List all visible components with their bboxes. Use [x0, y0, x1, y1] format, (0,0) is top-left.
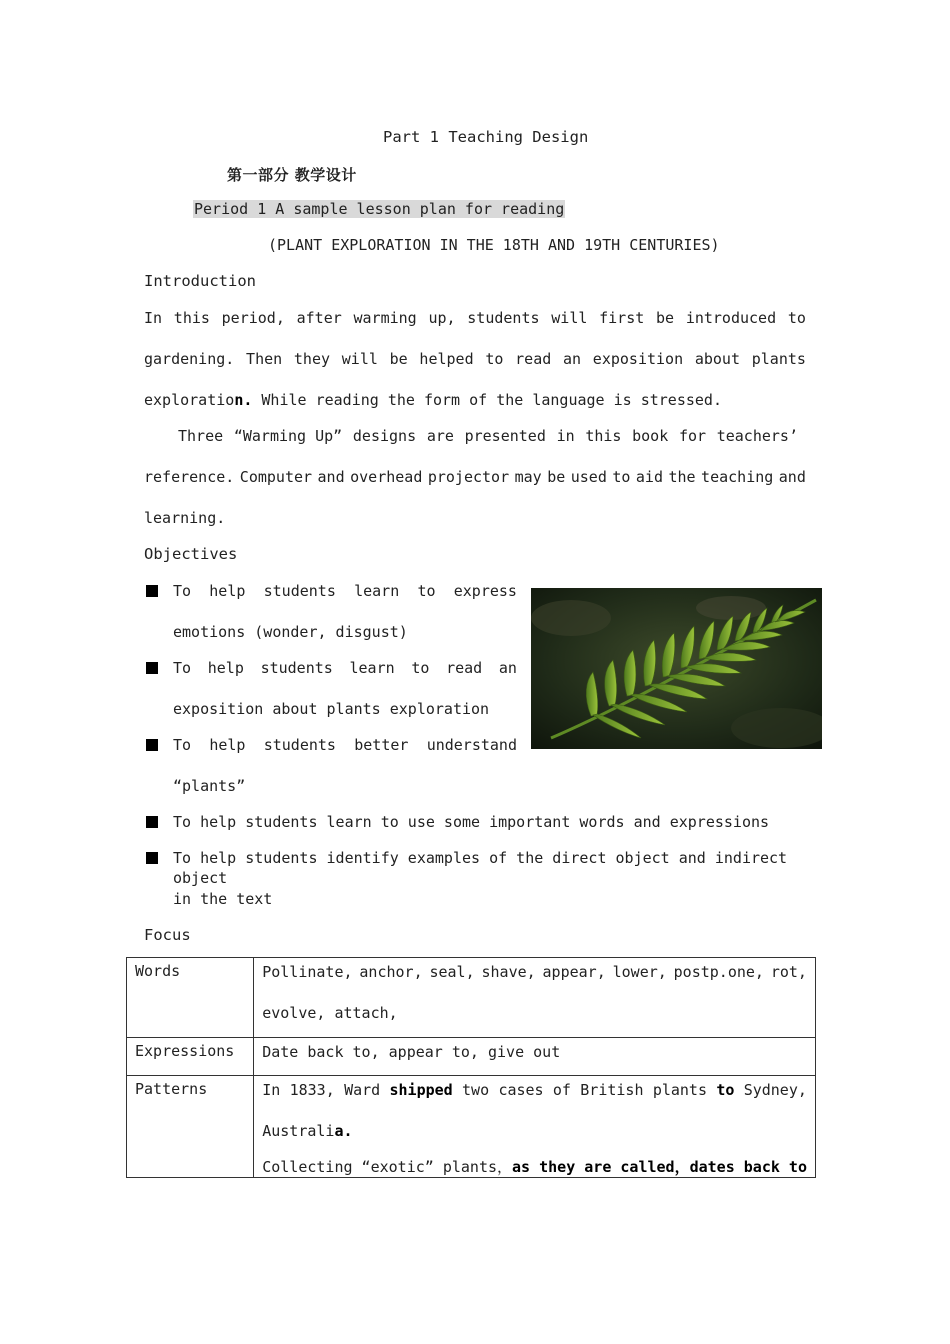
- text-line: in the text: [173, 890, 273, 908]
- bullet-square-icon: [146, 585, 158, 597]
- word: lower,: [612, 963, 667, 981]
- word: express: [453, 582, 517, 600]
- text-line: [144, 349, 806, 390]
- bold-text-segment: as they are called，dates back to: [512, 1158, 807, 1176]
- objectives-heading: Objectives: [144, 545, 238, 563]
- word: helped: [419, 350, 474, 368]
- word: be: [656, 309, 675, 327]
- text-segment: Collecting “exotic” plants，: [262, 1158, 513, 1176]
- word: designs: [352, 427, 417, 445]
- word: help: [209, 582, 246, 600]
- text-line: Date back to, appear to, give out: [262, 1043, 561, 1061]
- table-row: [127, 1038, 816, 1076]
- text-segment: While reading the form of the language is stressed.: [252, 391, 722, 409]
- word: to: [411, 659, 430, 677]
- word: and: [778, 468, 806, 486]
- text-line: exposition about plants exploration: [173, 700, 490, 718]
- text-line: [178, 426, 798, 467]
- word: two: [462, 1081, 490, 1099]
- word: presented: [464, 427, 546, 445]
- text-line: [262, 1157, 807, 1177]
- word: will: [341, 350, 378, 368]
- word: plants: [652, 1081, 707, 1099]
- text-line: [173, 581, 517, 622]
- word: Computer: [239, 468, 313, 486]
- table-cell-label: Words: [127, 958, 254, 1038]
- word: rot,: [770, 963, 807, 981]
- word: this: [173, 309, 210, 327]
- bold-text-segment: n.: [234, 391, 253, 409]
- word: and: [317, 468, 345, 486]
- word: about: [694, 350, 740, 368]
- word: students: [263, 582, 336, 600]
- word: may: [514, 468, 542, 486]
- word: the: [668, 468, 696, 486]
- word: To: [173, 736, 192, 754]
- lesson-subtitle: (PLANT EXPLORATION IN THE 18TH AND 19TH CENTURIES): [268, 236, 720, 254]
- bold-word: to: [716, 1081, 735, 1099]
- word: book: [632, 427, 669, 445]
- word: cases: [498, 1081, 544, 1099]
- table-cell-label: Expressions: [127, 1038, 254, 1076]
- text-line: [144, 467, 806, 508]
- word: shave,: [481, 963, 536, 981]
- text-line: [173, 658, 517, 699]
- word: help: [209, 736, 246, 754]
- word: an: [498, 659, 517, 677]
- word: of: [552, 1081, 571, 1099]
- word: learn: [354, 582, 400, 600]
- objectives-list-left: [144, 581, 517, 812]
- word: understand: [426, 736, 517, 754]
- word: Then: [246, 350, 283, 368]
- word: aid: [635, 468, 663, 486]
- word: British: [580, 1081, 644, 1099]
- bold-text-segment: a.: [334, 1122, 353, 1140]
- word: are: [426, 427, 454, 445]
- list-item: [144, 735, 517, 812]
- table-cell-label: Patterns: [127, 1076, 254, 1178]
- page-title-chinese: 第一部分 教学设计: [227, 166, 357, 184]
- word: an: [563, 350, 582, 368]
- word: used: [570, 468, 607, 486]
- word: Pollinate,: [262, 963, 353, 981]
- word: to: [612, 468, 631, 486]
- word: gardening.: [144, 350, 235, 368]
- word: To: [173, 582, 192, 600]
- text-line: [262, 962, 807, 1003]
- word: “Warming Up”: [233, 427, 343, 445]
- introduction-paragraph-1: [144, 308, 806, 426]
- text-segment: exploratio: [144, 391, 235, 409]
- text-line: [144, 390, 806, 426]
- list-item: [144, 848, 824, 909]
- page-title: Part 1 Teaching Design: [383, 128, 589, 146]
- list-item-text: To help students learn to use some important words and expressions: [173, 813, 770, 831]
- word: teaching: [701, 468, 774, 486]
- focus-heading: Focus: [144, 926, 191, 944]
- word: reference.: [144, 468, 235, 486]
- text-line: [262, 1080, 807, 1121]
- word: they: [293, 350, 331, 368]
- word: will: [551, 309, 588, 327]
- word: appear,: [542, 963, 606, 981]
- word: In: [144, 309, 163, 327]
- word: be: [547, 468, 566, 486]
- text-line: [262, 1121, 807, 1157]
- word: students: [467, 309, 540, 327]
- word: after: [296, 309, 342, 327]
- table-cell-value: [254, 1076, 816, 1178]
- objectives-list-full: [144, 812, 824, 909]
- word: this: [585, 427, 622, 445]
- bullet-square-icon: [146, 816, 158, 828]
- focus-table: [126, 957, 816, 1178]
- word: to: [417, 582, 436, 600]
- bullet-square-icon: [146, 662, 158, 674]
- word: teachers’: [716, 427, 798, 445]
- text-segment: Australi: [262, 1122, 335, 1140]
- word: to: [485, 350, 504, 368]
- word: plants: [751, 350, 806, 368]
- word: overhead: [350, 468, 423, 486]
- text-line: [173, 735, 517, 776]
- word: learn: [349, 659, 395, 677]
- table-cell-value: [254, 1038, 816, 1076]
- word: 1833,: [289, 1081, 335, 1099]
- list-item: [144, 658, 517, 735]
- bullet-square-icon: [146, 739, 158, 751]
- word: exposition: [592, 350, 684, 368]
- introduction-heading: Introduction: [144, 272, 256, 290]
- word: to: [787, 309, 806, 327]
- word: period,: [221, 309, 285, 327]
- table-cell-value: [254, 958, 816, 1038]
- list-item: [144, 812, 824, 848]
- word: in: [556, 427, 575, 445]
- bold-word: shipped: [389, 1081, 453, 1099]
- fern-leaf-photo: [531, 588, 822, 749]
- introduction-paragraph-2: [144, 467, 806, 544]
- word: for: [678, 427, 707, 445]
- word: read: [515, 350, 552, 368]
- period-heading: Period 1 A sample lesson plan for reading: [194, 200, 565, 218]
- word: be: [389, 350, 408, 368]
- word: To: [173, 659, 192, 677]
- text-line: “plants”: [173, 777, 246, 795]
- table-row: [127, 1076, 816, 1178]
- word: Ward: [344, 1081, 381, 1099]
- table-row: [127, 958, 816, 1038]
- word: warming: [353, 309, 417, 327]
- word: introduced: [685, 309, 777, 327]
- list-item: [144, 581, 517, 658]
- bullet-square-icon: [146, 852, 158, 864]
- word: help: [207, 659, 244, 677]
- word: anchor,: [359, 963, 423, 981]
- introduction-paragraph-2-first-line: [178, 426, 798, 467]
- word: read: [446, 659, 483, 677]
- text-line: learning.: [144, 509, 226, 527]
- word: Sydney,: [743, 1081, 807, 1099]
- word: better: [354, 736, 409, 754]
- word: up,: [428, 309, 456, 327]
- word: first: [599, 309, 645, 327]
- word: students: [260, 659, 333, 677]
- text-line: emotions (wonder, disgust): [173, 623, 408, 641]
- text-line: [144, 308, 806, 349]
- word: postp.one,: [673, 963, 764, 981]
- word: Three: [178, 427, 224, 445]
- text-line: To help students identify examples of the direct object and indirect object: [173, 849, 788, 887]
- text-line: evolve, attach,: [262, 1004, 398, 1022]
- word: In: [262, 1081, 281, 1099]
- word: projector: [427, 468, 510, 486]
- word: seal,: [429, 963, 475, 981]
- word: students: [263, 736, 336, 754]
